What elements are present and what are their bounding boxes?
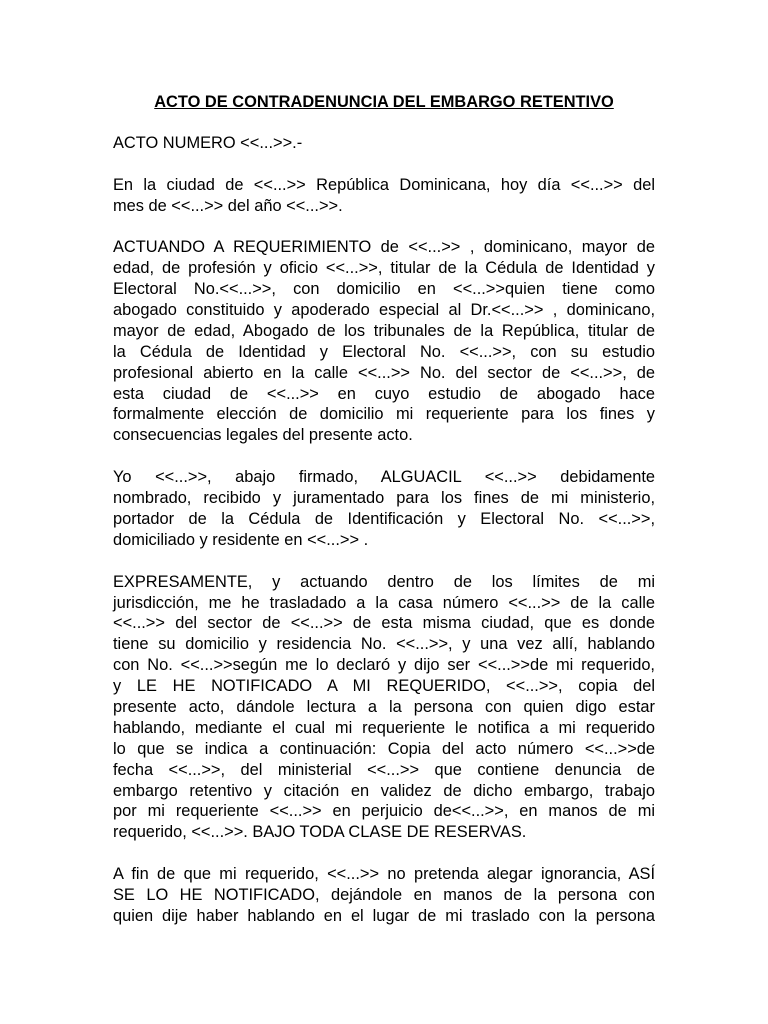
text-line: presente acto, dándole lectura a la persona con quien digo estar	[113, 697, 655, 716]
text-line: edad, de profesión y oficio <<...>>, titular de la Cédula de Identidad y	[113, 259, 655, 278]
text-line: mayor de edad, Abogado de los tribunales de la República, titular de	[113, 321, 655, 340]
text-line: mes de <<...>> del año <<...>>.	[113, 196, 343, 215]
text-line: SE LO HE NOTIFICADO, dejándole en manos de la persona con	[113, 885, 655, 904]
text-line: requerido, <<...>>. BAJO TODA CLASE DE RESERVAS.	[113, 823, 527, 842]
text-line: domiciliado y residente en <<...>> .	[113, 530, 369, 549]
text-line: hablando, mediante el cual mi requeriente le notifica a mi requerido	[113, 718, 655, 737]
bailiff-paragraph	[113, 467, 655, 551]
text-line: portador de la Cédula de Identificación y Electoral No. <<...>>,	[113, 509, 655, 528]
text-line: A fin de que mi requerido, <<...>> no pretenda alegar ignorancia, ASÍ	[113, 865, 655, 884]
document-page	[113, 92, 655, 948]
text-line: lo que se indica a continuación: Copia del acto número <<...>>de	[113, 739, 655, 758]
text-line: En la ciudad de <<...>> República Dominicana, hoy día <<...>> del	[113, 175, 655, 194]
text-line: Yo <<...>>, abajo firmado, ALGUACIL <<...>> debidamente	[113, 468, 655, 487]
text-line: ACTUANDO A REQUERIMIENTO de <<...>> , dominicano, mayor de	[113, 238, 655, 257]
requirement-paragraph	[113, 237, 655, 446]
city-date-paragraph	[113, 175, 655, 217]
text-line: consecuencias legales del presente acto.	[113, 426, 413, 445]
text-line: abogado constituido y apoderado especial al Dr.<<...>> , dominicano,	[113, 301, 655, 320]
text-line: por mi requeriente <<...>> en perjuicio de<<...>>, en manos de mi	[113, 802, 655, 821]
text-line: fecha <<...>>, del ministerial <<...>> que contiene denuncia de	[113, 760, 655, 779]
text-line: esta ciudad de <<...>> en cuyo estudio de abogado hace	[113, 384, 655, 403]
text-line: Electoral No.<<...>>, con domicilio en <<...>>quien tiene como	[113, 280, 655, 299]
text-line: embargo retentivo y citación en validez de dicho embargo, trabajo	[113, 781, 655, 800]
text-line: EXPRESAMENTE, y actuando dentro de los límites de mi	[113, 572, 655, 591]
text-line: la Cédula de Identidad y Electoral No. <<...>>, con su estudio	[113, 342, 655, 361]
text-line: jurisdicción, me he trasladado a la casa número <<...>> de la calle	[113, 593, 655, 612]
act-number-paragraph	[113, 133, 655, 154]
text-line: quien dije haber hablando en el lugar de mi traslado con la persona	[113, 906, 655, 925]
text-line: profesional abierto en la calle <<...>> No. del sector de <<...>>, de	[113, 363, 655, 382]
notification-paragraph	[113, 572, 655, 844]
document-body	[113, 133, 655, 927]
text-line: nombrado, recibido y juramentado para los fines de mi ministerio,	[113, 489, 655, 508]
text-line: con No. <<...>>según me lo declaró y dijo ser <<...>>de mi requerido,	[113, 656, 655, 675]
text-line: y LE HE NOTIFICADO A MI REQUERIDO, <<...>>, copia del	[113, 677, 655, 696]
closing-paragraph	[113, 864, 655, 927]
text-line: tiene su domicilio y residencia No. <<...>>, y una vez allí, hablando	[113, 635, 655, 654]
text-line: formalmente elección de domicilio mi requeriente para los fines y	[113, 405, 655, 424]
text-line: ACTO NUMERO <<...>>.-	[113, 133, 303, 152]
text-line: <<...>> del sector de <<...>> de esta misma ciudad, que es donde	[113, 614, 655, 633]
document-title: ACTO DE CONTRADENUNCIA DEL EMBARGO RETENTIVO	[154, 93, 614, 111]
